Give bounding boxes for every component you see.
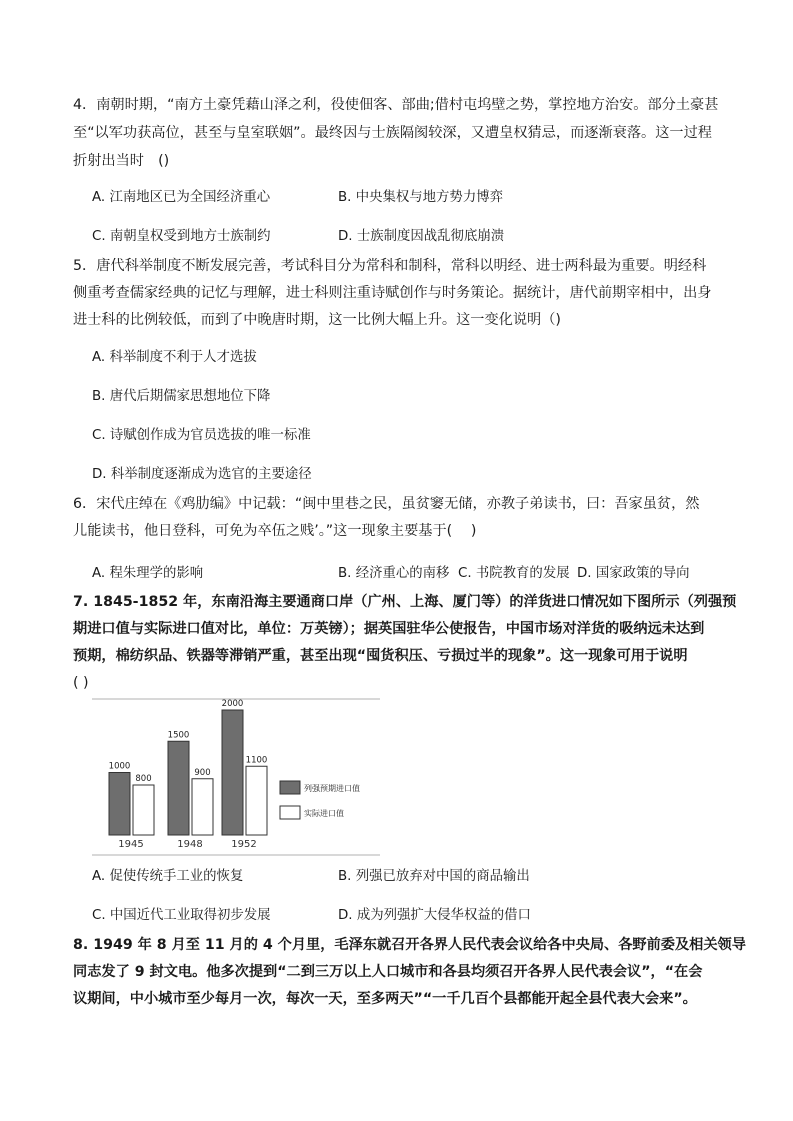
q6-option-d[interactable]: D. 国家政策的导向 bbox=[577, 566, 690, 581]
q7-option-a[interactable]: A. 促使传统手工业的恢复 bbox=[92, 869, 244, 884]
q7-option-d[interactable]: D. 成为列强扩大侵华权益的借口 bbox=[338, 908, 531, 923]
bar-1952-series-1 bbox=[222, 710, 243, 835]
legend-swatch-2 bbox=[280, 806, 300, 819]
q7-stem-line-2: 期进口值与实际进口值对比，单位：万英镑）；据英国驻华公使报告，中国市场对洋货的吸纳远未达到 bbox=[73, 621, 705, 637]
x-tick-label-1952: 1952 bbox=[231, 839, 257, 850]
q5-option-d[interactable]: D. 科举制度逐渐成为选官的主要途径 bbox=[92, 467, 312, 482]
q5-option-b[interactable]: B. 唐代后期儒家思想地位下降 bbox=[92, 389, 271, 404]
q7-stem-line-4: ( ) bbox=[73, 675, 89, 691]
q6-option-c[interactable]: C. 书院教育的发展 bbox=[458, 566, 570, 581]
q7-option-b[interactable]: B. 列强已放弃对中国的商品输出 bbox=[338, 869, 530, 884]
x-tick-label-1945: 1945 bbox=[118, 839, 144, 850]
q5-option-a[interactable]: A. 科举制度不利于人才选拔 bbox=[92, 350, 257, 365]
bar-1948-series-1 bbox=[168, 741, 189, 835]
q7-option-c[interactable]: C. 中国近代工业取得初步发展 bbox=[92, 908, 271, 923]
q4-option-d[interactable]: D. 士族制度因战乱彻底崩溃 bbox=[338, 229, 505, 244]
legend-label-2: 实际进口值 bbox=[304, 809, 344, 818]
q4-option-c[interactable]: C. 南朝皇权受到地方士族制约 bbox=[92, 229, 271, 244]
bar-1948-series-2 bbox=[192, 779, 213, 835]
q4-option-b[interactable]: B. 中央集权与地方势力博弈 bbox=[338, 190, 503, 205]
q6-stem-line-1: 6．宋代庄绰在《鸡肋编》中记载：“闽中里巷之民，虽贫窭无储，亦教子弟读书，曰：吾家虽贫，然 bbox=[73, 496, 700, 512]
q8-stem-line-3: 议期间，中小城市至少每月一次，每次一天，至多两天”“一千几百个县都能开起全县代表大会来”。 bbox=[73, 991, 697, 1007]
q4-stem-line-2: 至“以军功获高位，甚至与皇室联姻”。最终因与士族隔阂较深，又遭皇权猜忌，而逐渐衰落。这一过程 bbox=[73, 125, 712, 141]
bar-1945-series-1 bbox=[109, 773, 130, 836]
q7-stem-line-1: 7. 1845-1852 年，东南沿海主要通商口岸（广州、上海、厦门等）的洋货进口情况如下图所示（列强预 bbox=[73, 594, 737, 610]
bar-value-label-1952-series-1: 2000 bbox=[221, 699, 244, 709]
bar-value-label-1945-series-1: 1000 bbox=[108, 761, 131, 772]
bar-1945-series-2 bbox=[133, 785, 154, 835]
bar-1952-series-2 bbox=[246, 766, 267, 835]
q5-stem-line-3: 进士科的比例较低，而到了中晚唐时期，这一比例大幅上升。这一变化说明（) bbox=[73, 312, 561, 328]
q7-bar-chart bbox=[92, 698, 380, 856]
legend-label-1: 列强预期进口值 bbox=[304, 784, 360, 793]
q8-stem-line-1: 8. 1949 年 8 月至 11 月的 4 个月里，毛泽东就召开各界人民代表会议给各中央局、各野前委及相关领导 bbox=[73, 937, 746, 953]
q6-option-b[interactable]: B. 经济重心的南移 bbox=[338, 566, 450, 581]
q7-stem-line-3: 预期，棉纺织品、铁器等滞销严重，甚至出现“囤货积压、亏损过半的现象”。这一现象可用于说明 bbox=[73, 648, 688, 664]
q4-stem-line-3: 折射出当时 () bbox=[73, 153, 170, 169]
q5-stem-line-1: 5．唐代科举制度不断发展完善，考试科目分为常科和制科，常科以明经、进士两科最为重要。明经科 bbox=[73, 258, 707, 274]
q5-stem-line-2: 侧重考查儒家经典的记忆与理解，进士科则注重诗赋创作与时务策论。据统计，唐代前期宰相中，出身 bbox=[73, 285, 712, 301]
legend-swatch-1 bbox=[280, 781, 300, 794]
q6-option-a[interactable]: A. 程朱理学的影响 bbox=[92, 566, 204, 581]
q8-stem-line-2: 同志发了 9 封文电。他多次提到“二到三万以上人口城市和各县均须召开各界人民代表会议”，“在会 bbox=[73, 964, 703, 980]
bar-value-label-1945-series-2: 800 bbox=[135, 774, 152, 784]
bar-value-label-1952-series-2: 1100 bbox=[245, 755, 268, 766]
q6-stem-line-2: 儿能读书，他日登科，可免为卒伍之贱’。”这一现象主要基于( ) bbox=[73, 523, 477, 539]
x-tick-label-1948: 1948 bbox=[177, 839, 203, 850]
bar-value-label-1948-series-1: 1500 bbox=[167, 730, 190, 741]
q4-option-a[interactable]: A. 江南地区已为全国经济重心 bbox=[92, 190, 271, 205]
bar-value-label-1948-series-2: 900 bbox=[194, 767, 211, 778]
q5-option-c[interactable]: C. 诗赋创作成为官员选拔的唯一标准 bbox=[92, 428, 311, 443]
q4-stem-line-1: 4．南朝时期，“南方土豪凭藉山泽之利，役使佃客、部曲;借村屯坞壁之势，掌控地方治安。部分土豪甚 bbox=[73, 97, 719, 113]
